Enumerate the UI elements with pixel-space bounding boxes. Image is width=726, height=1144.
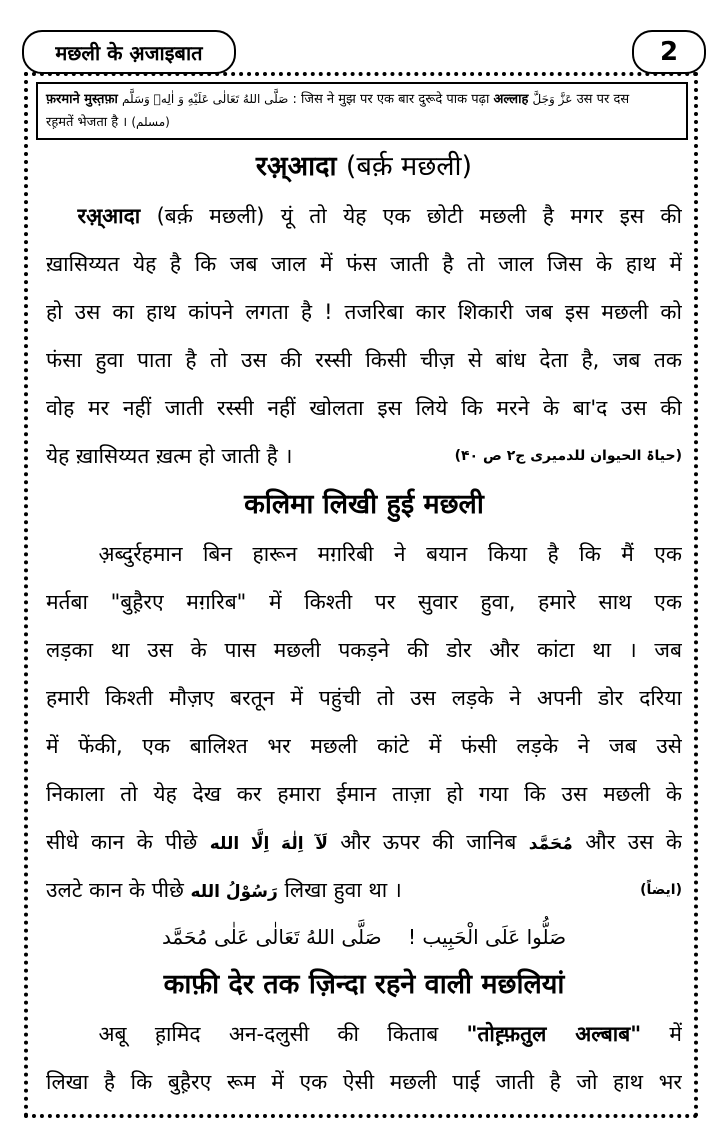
lead-normal: (बर्क़ मछली)	[156, 204, 265, 228]
line-text: और उस के	[585, 830, 682, 854]
lead-bold: रअ़्आदा	[77, 204, 141, 228]
section1-heading-main: रअ़्आदा	[255, 151, 337, 182]
book-title-text: मछली के अ़जाइबात	[55, 40, 203, 65]
paragraph-line	[46, 866, 682, 914]
line-text: में	[669, 1022, 682, 1046]
arabic-kalima: لَآ اِلٰهَ اِلَّا الله	[209, 834, 328, 854]
paragraph-line: निकाला तो येह देख कर हमारा ईमान ताज़ा हो गया कि उस मछली के	[46, 782, 682, 806]
paragraph-line	[46, 1010, 682, 1058]
paragraph-line: में फेंकी, एक बालिश्त भर मछली कांटे में फंसी लड़के ने जब उसे	[46, 734, 682, 758]
book-name: "तोह़्फ़तुल अल्बाब"	[466, 1022, 642, 1046]
section3-paragraph	[46, 1010, 682, 1106]
line-text: अ़ब्दुर्रहमान बिन हारून मग़रिबी ने बयान किया है कि मैं एक	[98, 542, 682, 566]
quote-azza: عَزَّ وَجَلَّ	[532, 92, 573, 106]
section3-heading: काफ़ी देर तक ज़िन्दा रहने वाली मछलियां	[163, 969, 565, 1000]
quote-text-3: रह़मतें भेजता है ।	[46, 115, 128, 130]
hadith-quote-box	[36, 82, 688, 140]
paragraph-line: हो उस का हाथ कांपने लगता है ! तजरिबा कार शिकारी जब इस मछली को	[46, 300, 682, 324]
page-content	[46, 142, 682, 1106]
arabic-rasool: رَسُوْلُ الله	[190, 882, 278, 902]
paragraph-line	[46, 432, 682, 480]
line-text: अबू ह़ामिद अन-दलुसी की किताब	[98, 1022, 439, 1046]
quote-source: (مسلم)	[131, 115, 170, 129]
salawat-line	[46, 914, 682, 960]
line-text: सीधे कान के पीछे	[46, 830, 198, 854]
line-text: यूं तो येह एक छोटी मछली है मगर इस की	[280, 204, 682, 228]
section1-paragraph	[46, 192, 682, 480]
quote-allah: अल्लाह	[493, 92, 529, 107]
arabic-muhammad: مُحَمَّد	[528, 834, 573, 854]
paragraph-line	[46, 530, 682, 578]
paragraph-line: मर्तबा "बुह़ैरए मग़रिब" में किश्ती पर सुवार हुवा, हमारे साथ एक	[46, 590, 682, 614]
paragraph-line: लड़का था उस के पास मछली पकड़ने की डोर और कांटा था । जब	[46, 638, 682, 662]
paragraph-line: हमारी किश्ती मौज़ए बरतून में पहुंची तो उस लड़के ने अपनी डोर दरिया	[46, 686, 682, 710]
line-text: और ऊपर की जानिब	[340, 830, 517, 854]
reference-citation: (حیاۃ الحیوان للدمیری ج۲ ص ۴۰)	[454, 448, 682, 464]
salawat-left: صَلُّوا عَلَی الْحَبِیب !	[407, 925, 567, 949]
quote-text-2: उस पर दस	[576, 92, 630, 107]
paragraph-line: फंसा हुवा पाता है तो उस की रस्सी किसी चीज़ से बांध देता है, जब तक	[46, 348, 682, 372]
book-title	[22, 30, 236, 74]
paragraph-line: ख़ासिय्यत येह है कि जब जाल में फंस जाती है तो जाल जिस के हाथ में	[46, 252, 682, 276]
paragraph-line	[46, 192, 682, 240]
page-number	[632, 30, 706, 74]
salawat-right: صَلَّی اللهُ تَعَالٰی عَلٰی مُحَمَّد	[161, 925, 382, 949]
line-text: उलटे कान के पीछे	[46, 878, 184, 902]
paragraph-line: लिखा है कि बुह़ैरए रूम में एक ऐसी मछली पाई जाती है जो हाथ भर	[46, 1070, 682, 1094]
page-number-text: 2	[659, 37, 679, 67]
section2-paragraph	[46, 530, 682, 914]
quote-salutation: صَلَّى اللهُ تَعَالٰى عَلَيْهِ وَ اٰلِهٖ وَسَلَّم	[122, 92, 289, 106]
section2-heading: कलिमा लिखी हुई मछली	[244, 489, 484, 520]
quote-text-1: : जिस ने मुझ पर एक बार दुरूदे पाक पढ़ा	[292, 92, 490, 107]
quote-label: फ़रमाने मुस्त़फ़ा	[46, 92, 118, 107]
section1-heading	[46, 142, 682, 192]
section1-heading-sub: (बर्क़ मछली)	[345, 151, 473, 182]
paragraph-line	[46, 818, 682, 866]
line-text: लिखा हुवा था ।	[284, 878, 402, 902]
line-text: येह ख़ासिय्यत ख़त्म हो जाती है ।	[46, 444, 293, 468]
paragraph-line: वोह मर नहीं जाती रस्सी नहीं खोलता इस लिये कि मरने के बा'द उस की	[46, 396, 682, 420]
reference-citation: (ایضاً)	[640, 882, 682, 898]
